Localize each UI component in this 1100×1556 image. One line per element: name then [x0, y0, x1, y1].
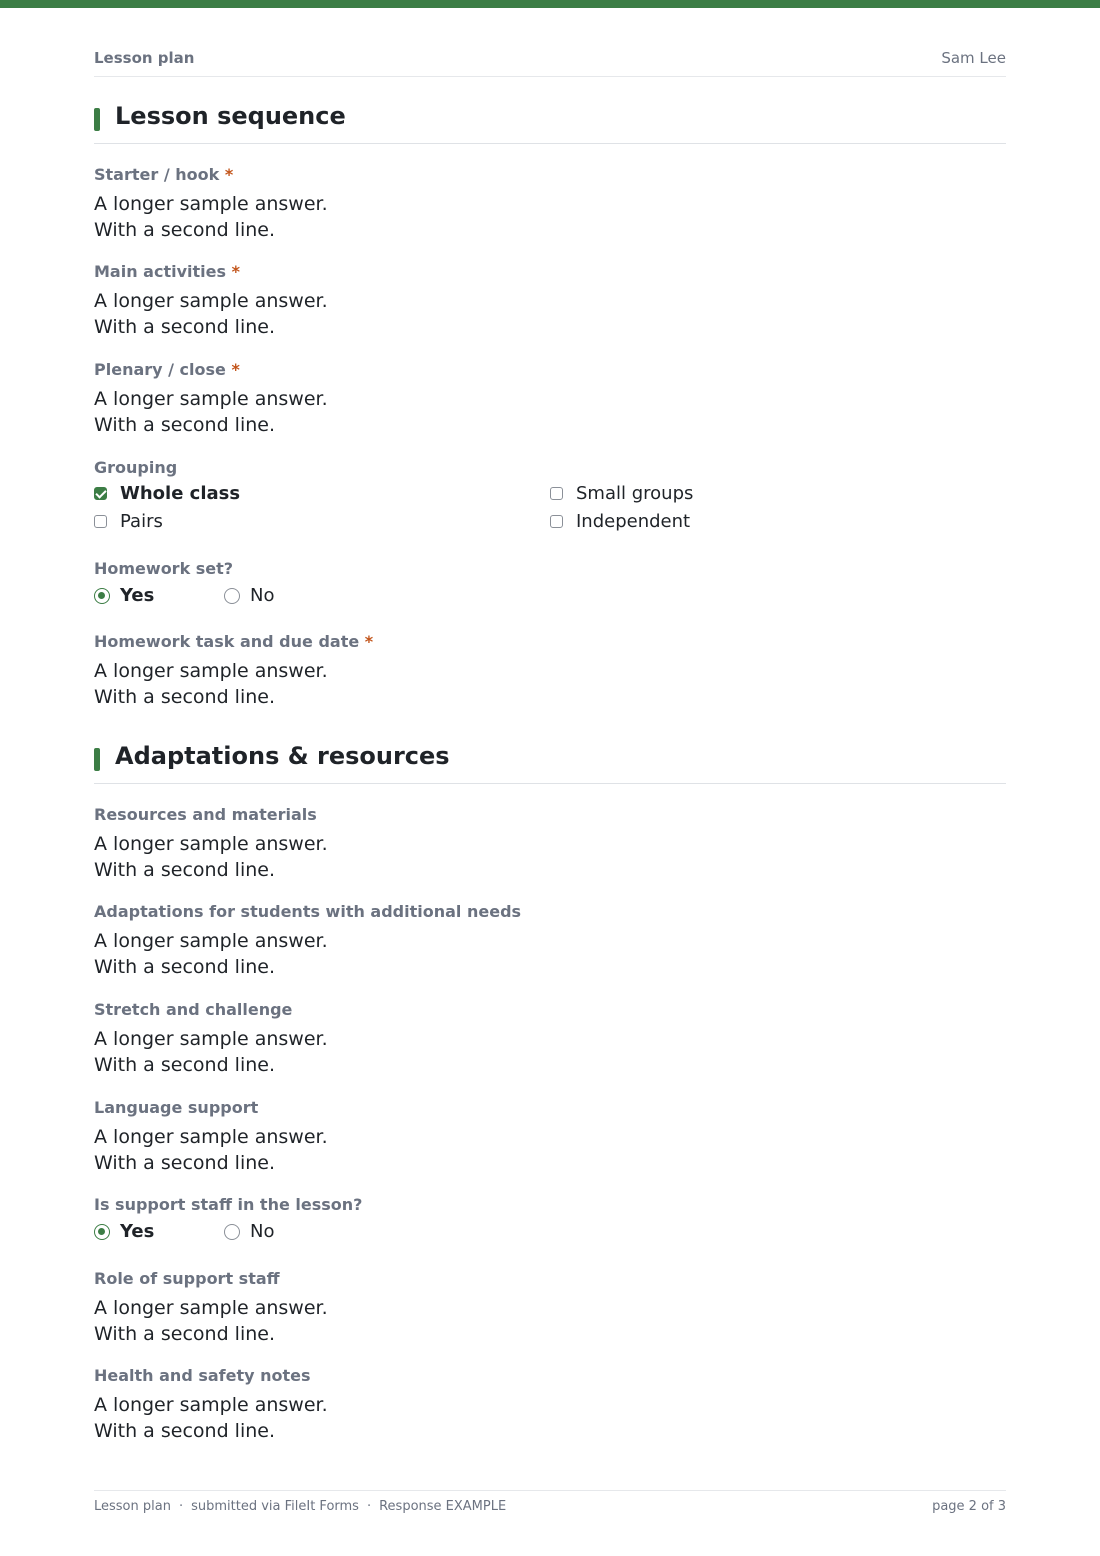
field-answer: A longer sample answer. With a second line.: [94, 193, 328, 241]
footer-response-id: Response EXAMPLE: [379, 1499, 507, 1514]
section-title: Adaptations & resources: [115, 742, 450, 770]
section-accent-bar: [94, 108, 100, 131]
field-label: Starter / hook *: [94, 165, 234, 184]
checkbox-icon[interactable]: [94, 515, 107, 528]
field-answer: A longer sample answer. With a second line.: [94, 660, 328, 708]
radio-icon[interactable]: [224, 588, 240, 604]
field-answer: A longer sample answer. With a second line.: [94, 388, 328, 436]
page-footer: [94, 1490, 1006, 1521]
checkbox-icon[interactable]: [550, 487, 563, 500]
required-marker: *: [364, 632, 374, 651]
field-additional-needs: [94, 902, 1006, 980]
field-support-role: [94, 1269, 1006, 1347]
field-homework-task: [94, 632, 1006, 710]
field-label: Homework task and due date *: [94, 632, 374, 651]
required-marker: *: [224, 165, 234, 184]
field-label: Plenary / close *: [94, 360, 240, 379]
field-answer: A longer sample answer. With a second line.: [94, 290, 328, 338]
required-marker: *: [231, 360, 240, 379]
field-main-activities: [94, 262, 1006, 340]
section-heading-lesson-sequence: [94, 102, 1006, 144]
field-answer: A longer sample answer. With a second line.: [94, 1126, 328, 1174]
checkbox-checked-icon[interactable]: [94, 487, 107, 500]
field-label: Adaptations for students with additional needs: [94, 902, 522, 921]
field-grouping: Grouping Whole class Small groups Pairs Independent: [94, 458, 1006, 538]
field-label: Main activities *: [94, 262, 240, 281]
field-answer: A longer sample answer. With a second line.: [94, 1297, 328, 1345]
field-resources: [94, 805, 1006, 883]
field-answer: A longer sample answer. With a second line.: [94, 930, 328, 978]
field-label: Role of support staff: [94, 1269, 280, 1288]
footer-info: [94, 1499, 506, 1514]
field-label: Stretch and challenge: [94, 1000, 293, 1019]
page-header: [94, 49, 1006, 77]
field-plenary-close: [94, 360, 1006, 438]
checkbox-icon[interactable]: [550, 515, 563, 528]
radio-selected-icon[interactable]: [94, 1224, 110, 1240]
field-answer: A longer sample answer. With a second line.: [94, 1028, 328, 1076]
footer-separator: ·: [178, 1499, 184, 1514]
field-answer: A longer sample answer. With a second line.: [94, 1394, 328, 1442]
footer-form-name: Lesson plan: [94, 1499, 171, 1514]
field-label: Language support: [94, 1098, 259, 1117]
footer-separator: ·: [366, 1499, 372, 1514]
field-label: Homework set?: [94, 559, 234, 578]
radio-icon[interactable]: [224, 1224, 240, 1240]
field-answer: A longer sample answer. With a second line.: [94, 833, 328, 881]
section-heading-adaptations: [94, 742, 1006, 784]
document-title: Lesson plan: [94, 49, 195, 67]
respondent-name: Sam Lee: [941, 49, 1006, 67]
page-number: page 2 of 3: [932, 1499, 1006, 1514]
field-health-safety: [94, 1366, 1006, 1444]
required-marker: *: [231, 262, 240, 281]
radio-selected-icon[interactable]: [94, 588, 110, 604]
top-accent-bar: [0, 0, 1100, 8]
section-accent-bar: [94, 748, 100, 771]
field-language-support: [94, 1098, 1006, 1176]
field-label: Grouping: [94, 458, 178, 477]
footer-submitted-via: submitted via FileIt Forms: [191, 1499, 359, 1514]
field-label: Resources and materials: [94, 805, 317, 824]
field-label: Is support staff in the lesson?: [94, 1195, 363, 1214]
field-homework-set: Homework set? Yes No: [94, 559, 1006, 609]
field-starter-hook: [94, 165, 1006, 243]
section-title: Lesson sequence: [115, 102, 346, 130]
field-support-staff: Is support staff in the lesson? Yes No: [94, 1195, 1006, 1245]
field-label: Health and safety notes: [94, 1366, 311, 1385]
field-stretch-challenge: [94, 1000, 1006, 1078]
